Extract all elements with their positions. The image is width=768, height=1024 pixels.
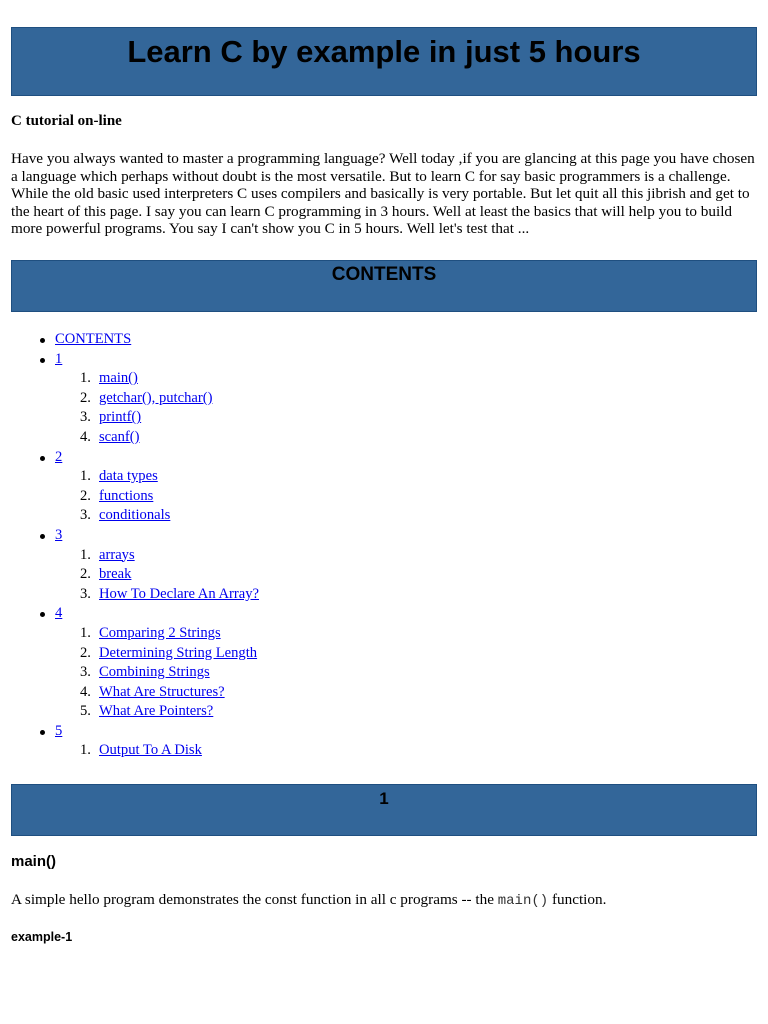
page-subtitle: C tutorial on-line [11, 113, 122, 129]
toc-link-section-3[interactable]: 3 [55, 526, 63, 543]
section-1-heading: 1 [379, 789, 389, 808]
toc-link-contents[interactable]: CONTENTS [55, 331, 132, 347]
toc-sublist [55, 624, 755, 722]
toc-subitem [99, 741, 755, 761]
toc-link-main[interactable]: main() [99, 370, 138, 387]
toc-link-section-5[interactable]: 5 [55, 722, 63, 739]
toc-item [55, 448, 755, 526]
toc-link-scanf[interactable]: scanf() [99, 428, 140, 445]
toc-subitem [99, 644, 755, 664]
title-banner [11, 27, 757, 96]
toc-item [55, 526, 755, 604]
toc-item [55, 722, 755, 761]
contents-banner [11, 260, 757, 312]
toc-link-structures[interactable]: What Are Structures? [99, 683, 225, 700]
toc-subitem [99, 487, 755, 507]
intro-paragraph: Have you always wanted to master a programming language? Well today ,if you are glancing at this page you have chosen a language which perhaps without doubt is the most versatile. But to learn C for say basic programmers is a challenge. While the old basic used interpreters C uses compilers and basically is very portable. But let quit all this jibrish and get to the heart of this page. I say you can learn C programming in 3 hours. Well at least the basics that will help you to build more powerful programs. You say I can't show you C in 5 hours. Well let's test that ... [11, 150, 755, 238]
toc-item [55, 604, 755, 722]
section-1-banner [11, 784, 757, 836]
toc-subitem [99, 683, 755, 703]
toc-link-conditionals[interactable]: conditionals [99, 507, 171, 524]
toc-link-comparing-strings[interactable]: Comparing 2 Strings [99, 624, 221, 641]
toc-sublist [55, 467, 755, 526]
toc-link-string-length[interactable]: Determining String Length [99, 644, 258, 661]
toc-link-functions[interactable]: functions [99, 487, 154, 504]
toc-link-combining-strings[interactable]: Combining Strings [99, 664, 210, 681]
toc-subitem [99, 702, 755, 722]
toc-link-section-2[interactable]: 2 [55, 448, 63, 465]
toc-link-pointers[interactable]: What Are Pointers? [99, 703, 214, 720]
main-subheading: main() [11, 853, 56, 870]
toc-subitem [99, 565, 755, 585]
main-description-end: function. [548, 891, 607, 908]
toc-link-data-types[interactable]: data types [99, 468, 158, 485]
toc-item [55, 330, 755, 350]
toc-item [55, 350, 755, 448]
toc-sublist [55, 546, 755, 605]
toc-link-printf[interactable]: printf() [99, 409, 142, 426]
toc-link-getchar-putchar[interactable]: getchar(), putchar() [99, 389, 213, 406]
toc-sublist [55, 369, 755, 447]
toc-link-arrays[interactable]: arrays [99, 546, 135, 563]
table-of-contents [0, 330, 755, 761]
toc-subitem [99, 389, 755, 409]
toc-link-output-disk[interactable]: Output To A Disk [99, 742, 202, 759]
toc-link-declare-array[interactable]: How To Declare An Array? [99, 585, 259, 602]
toc-link-section-4[interactable]: 4 [55, 605, 63, 622]
toc-subitem [99, 663, 755, 683]
main-description-text: A simple hello program demonstrates the const function in all c programs -- the [11, 891, 498, 908]
page-title: Learn C by example in just 5 hours [127, 34, 641, 69]
toc-subitem [99, 369, 755, 389]
contents-heading: CONTENTS [331, 264, 437, 285]
toc-subitem [99, 467, 755, 487]
toc-subitem [99, 506, 755, 526]
toc-sublist [55, 741, 755, 761]
toc-link-break[interactable]: break [99, 566, 132, 583]
toc-subitem [99, 408, 755, 428]
main-code: main() [497, 893, 549, 909]
toc-subitem [99, 624, 755, 644]
toc-link-section-1[interactable]: 1 [55, 350, 63, 367]
toc-subitem [99, 546, 755, 566]
toc-subitem [99, 585, 755, 605]
main-description [11, 891, 606, 909]
example-label: example-1 [11, 930, 73, 944]
toc-subitem [99, 428, 755, 448]
